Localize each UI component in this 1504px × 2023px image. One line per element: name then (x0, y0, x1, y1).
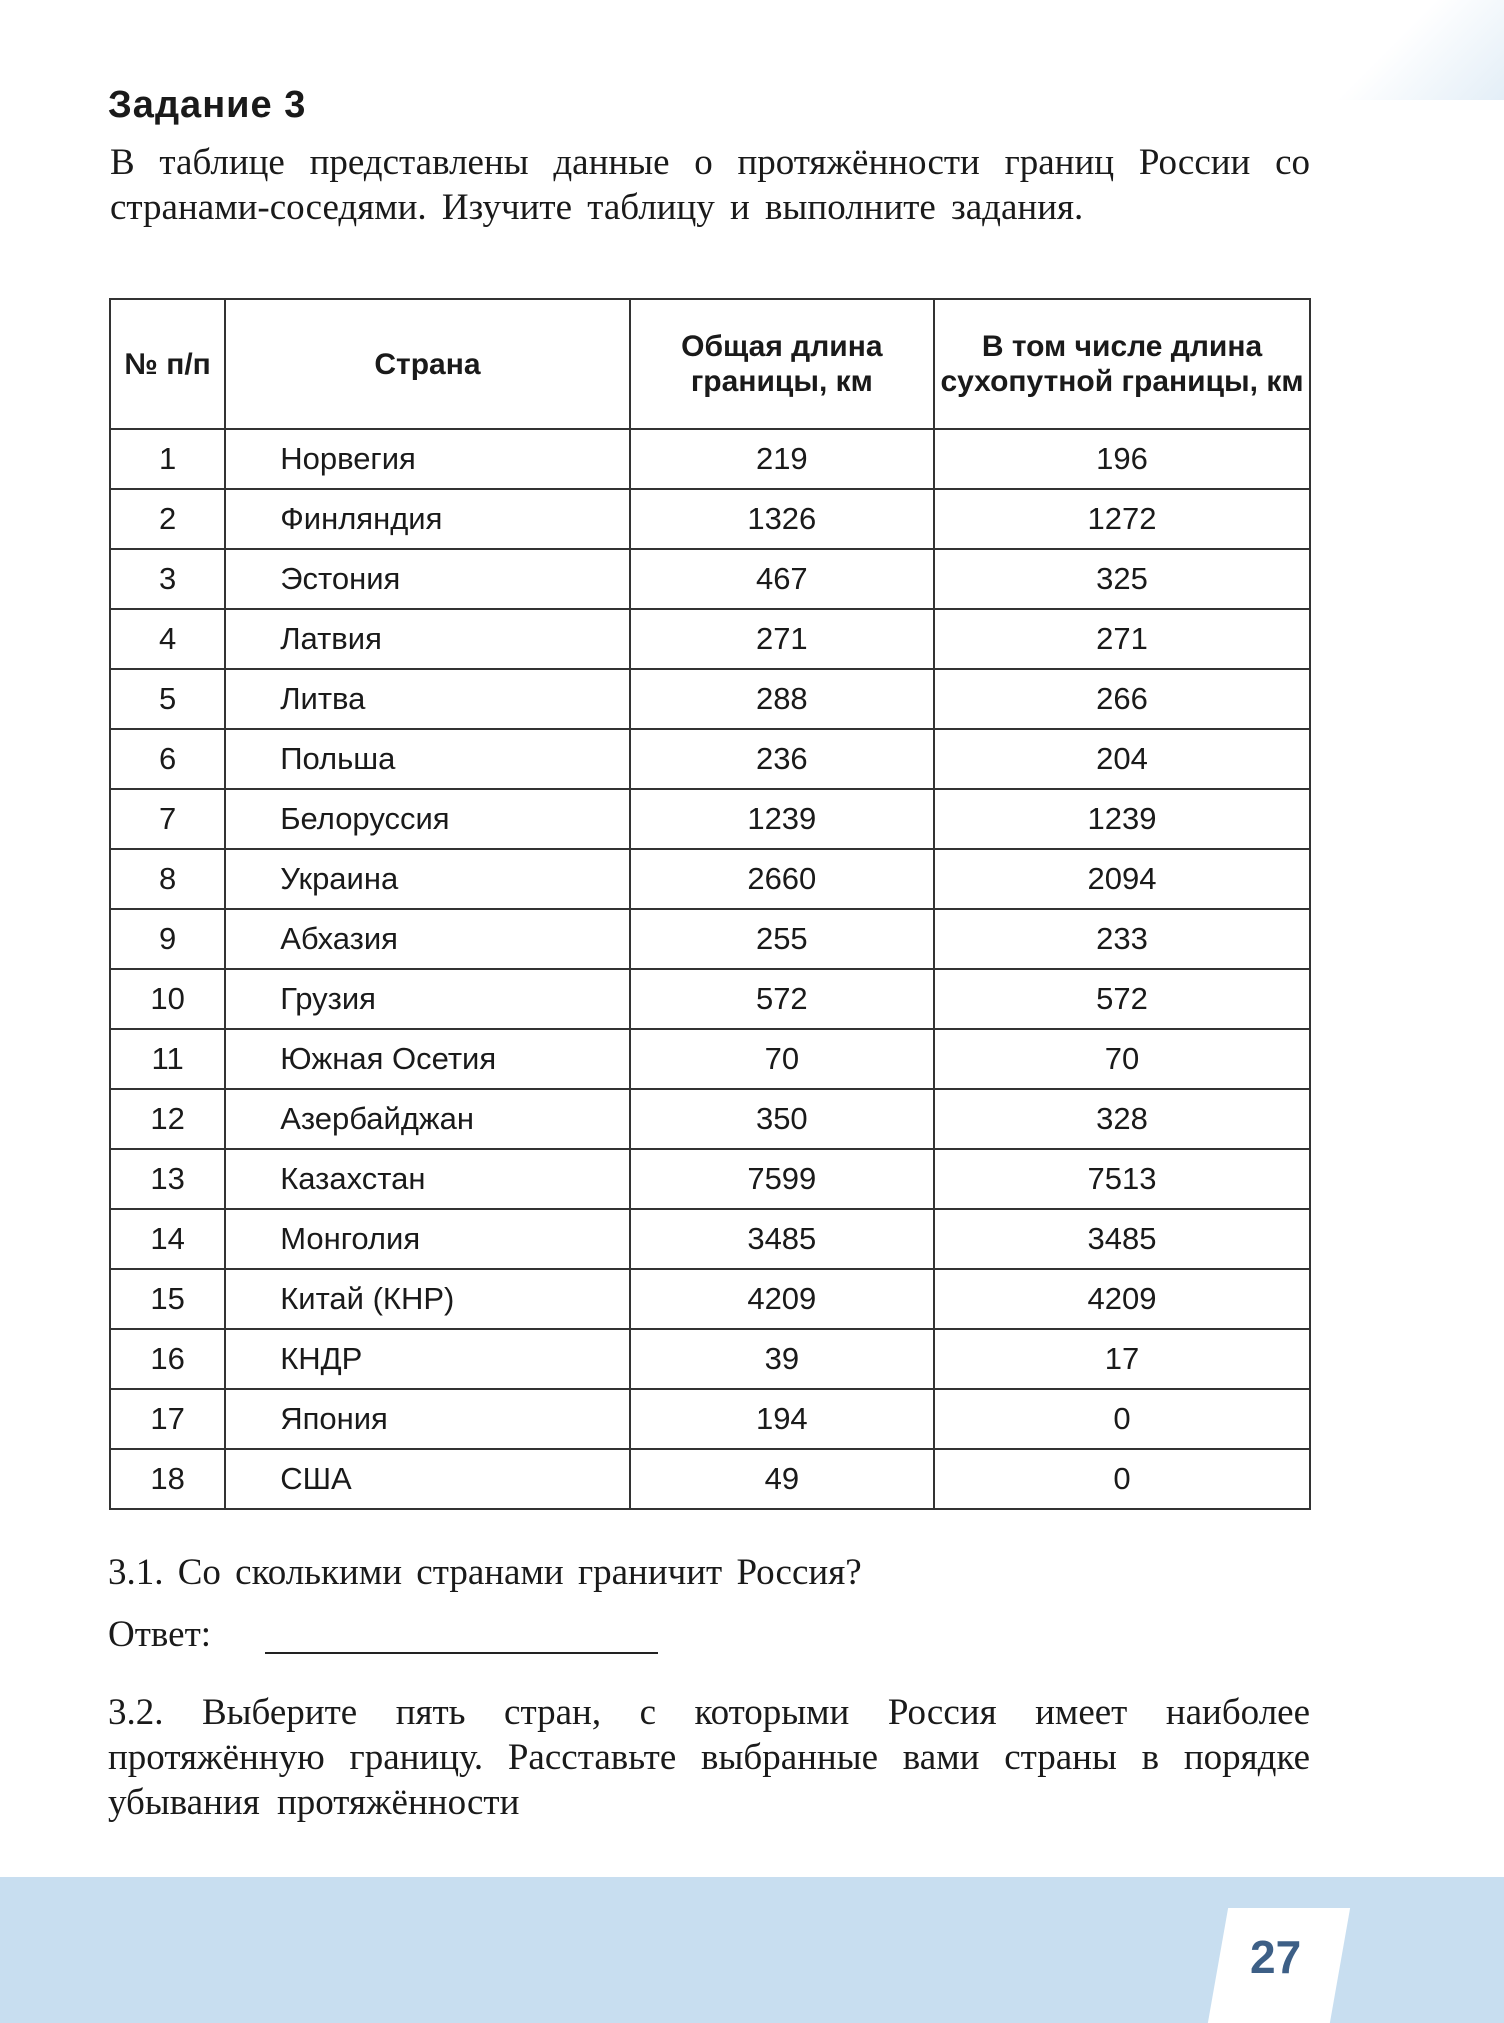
table-row (110, 489, 1310, 549)
cell-land-length: 572 (934, 969, 1310, 1029)
cell-total-length: 70 (630, 1029, 934, 1089)
cell-num: 5 (110, 669, 225, 729)
cell-total-length: 7599 (630, 1149, 934, 1209)
table-row (110, 1029, 1310, 1089)
cell-country: Грузия (225, 969, 629, 1029)
cell-country: Китай (КНР) (225, 1269, 629, 1329)
cell-country: Казахстан (225, 1149, 629, 1209)
task-title: Задание 3 (108, 84, 307, 126)
cell-num: 3 (110, 549, 225, 609)
question-3-1: 3.1. Со сколькими странами граничит Россия? (108, 1552, 862, 1593)
table-header-row (110, 299, 1310, 429)
header-num: № п/п (110, 299, 225, 429)
cell-land-length: 0 (934, 1449, 1310, 1509)
cell-land-length: 4209 (934, 1269, 1310, 1329)
cell-country: Белоруссия (225, 789, 629, 849)
table-row (110, 909, 1310, 969)
cell-country: Украина (225, 849, 629, 909)
cell-num: 14 (110, 1209, 225, 1269)
cell-num: 18 (110, 1449, 225, 1509)
header-land-length: В том числе длина сухопутной границы, км (934, 299, 1310, 429)
cell-land-length: 1239 (934, 789, 1310, 849)
cell-num: 1 (110, 429, 225, 489)
cell-land-length: 233 (934, 909, 1310, 969)
borders-table (109, 298, 1311, 1510)
cell-country: Финляндия (225, 489, 629, 549)
cell-country: Азербайджан (225, 1089, 629, 1149)
answer-line[interactable] (265, 1652, 658, 1654)
table-row (110, 1209, 1310, 1269)
cell-country: Норвегия (225, 429, 629, 489)
cell-land-length: 196 (934, 429, 1310, 489)
cell-total-length: 1326 (630, 489, 934, 549)
cell-land-length: 7513 (934, 1149, 1310, 1209)
cell-country: Польша (225, 729, 629, 789)
cell-land-length: 328 (934, 1089, 1310, 1149)
cell-total-length: 4209 (630, 1269, 934, 1329)
cell-land-length: 325 (934, 549, 1310, 609)
cell-num: 2 (110, 489, 225, 549)
table-row (110, 669, 1310, 729)
cell-land-length: 17 (934, 1329, 1310, 1389)
cell-total-length: 255 (630, 909, 934, 969)
cell-country: Эстония (225, 549, 629, 609)
table-row (110, 1269, 1310, 1329)
cell-country: США (225, 1449, 629, 1509)
cell-num: 4 (110, 609, 225, 669)
answer-label: Ответ: (108, 1614, 212, 1655)
cell-num: 15 (110, 1269, 225, 1329)
cell-num: 6 (110, 729, 225, 789)
cell-total-length: 49 (630, 1449, 934, 1509)
cell-country: Япония (225, 1389, 629, 1449)
cell-land-length: 266 (934, 669, 1310, 729)
table-row (110, 789, 1310, 849)
table-row (110, 1329, 1310, 1389)
table-row (110, 429, 1310, 489)
cell-num: 17 (110, 1389, 225, 1449)
cell-total-length: 219 (630, 429, 934, 489)
table-row (110, 609, 1310, 669)
cell-total-length: 350 (630, 1089, 934, 1149)
header-country: Страна (225, 299, 629, 429)
cell-country: Латвия (225, 609, 629, 669)
cell-land-length: 0 (934, 1389, 1310, 1449)
cell-country: Монголия (225, 1209, 629, 1269)
cell-total-length: 1239 (630, 789, 934, 849)
cell-total-length: 467 (630, 549, 934, 609)
task-intro: В таблице представлены данные о протяжённости границ России со странами-соседями. Изучите таблицу и выполните задания. (110, 142, 1310, 228)
cell-num: 12 (110, 1089, 225, 1149)
table-row (110, 1389, 1310, 1449)
table-body (110, 429, 1310, 1509)
table-row (110, 1089, 1310, 1149)
cell-country: Литва (225, 669, 629, 729)
cell-total-length: 236 (630, 729, 934, 789)
cell-num: 9 (110, 909, 225, 969)
cell-num: 16 (110, 1329, 225, 1389)
table-row (110, 1149, 1310, 1209)
cell-land-length: 70 (934, 1029, 1310, 1089)
cell-total-length: 39 (630, 1329, 934, 1389)
cell-land-length: 2094 (934, 849, 1310, 909)
cell-country: Абхазия (225, 909, 629, 969)
cell-num: 13 (110, 1149, 225, 1209)
cell-land-length: 1272 (934, 489, 1310, 549)
cell-land-length: 3485 (934, 1209, 1310, 1269)
table-row (110, 549, 1310, 609)
question-3-2: 3.2. Выберите пять стран, с которыми Россия имеет наиболее протяжённую границу. Расставьте выбранные вами страны в порядке убывания протяжённости (108, 1692, 1310, 1823)
cell-land-length: 271 (934, 609, 1310, 669)
cell-total-length: 288 (630, 669, 934, 729)
cell-country: Южная Осетия (225, 1029, 629, 1089)
table-row (110, 1449, 1310, 1509)
cell-num: 7 (110, 789, 225, 849)
table-row (110, 969, 1310, 1029)
cell-num: 11 (110, 1029, 225, 1089)
cell-country: КНДР (225, 1329, 629, 1389)
cell-num: 10 (110, 969, 225, 1029)
cell-total-length: 194 (630, 1389, 934, 1449)
corner-tint (1324, 0, 1504, 100)
cell-total-length: 3485 (630, 1209, 934, 1269)
cell-total-length: 271 (630, 609, 934, 669)
cell-total-length: 2660 (630, 849, 934, 909)
table-row (110, 849, 1310, 909)
page-number: 27 (1250, 1931, 1302, 1983)
cell-num: 8 (110, 849, 225, 909)
table-row (110, 729, 1310, 789)
cell-land-length: 204 (934, 729, 1310, 789)
header-total-length: Общая длина границы, км (630, 299, 934, 429)
cell-total-length: 572 (630, 969, 934, 1029)
